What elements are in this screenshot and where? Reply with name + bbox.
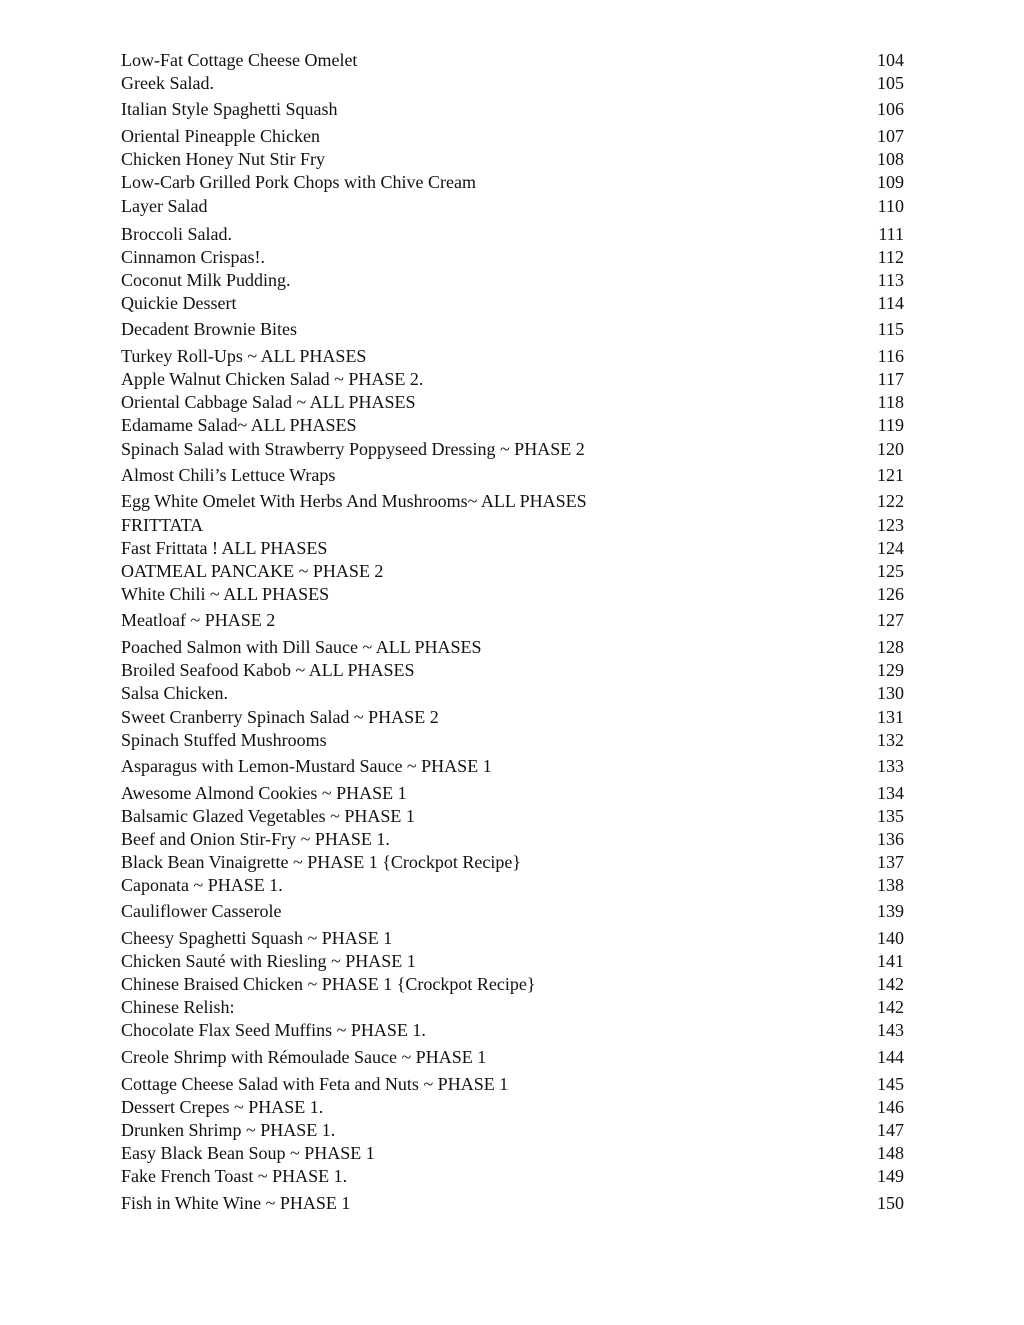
toc-entry-page-number: 134 <box>877 783 904 803</box>
toc-entry <box>0 170 1024 194</box>
toc-entry-page-number: 138 <box>877 875 904 895</box>
toc-entry <box>0 1072 1024 1096</box>
toc-entry <box>0 147 1024 171</box>
toc-entry-title: Low-Fat Cottage Cheese Omelet <box>121 50 358 70</box>
toc-entry <box>0 582 1024 606</box>
toc-entry-title: White Chili ~ ALL PHASES <box>121 584 330 604</box>
toc-entry <box>0 194 1024 218</box>
toc-entry-title: FRITTATA <box>121 515 204 535</box>
toc-entry <box>0 344 1024 368</box>
toc-entry-title: Spinach Salad with Strawberry Poppyseed Dressing ~ PHASE 2 <box>121 439 585 459</box>
toc-entry-title: Greek Salad. <box>121 73 214 93</box>
toc-entry-title: Coconut Milk Pudding. <box>121 270 291 290</box>
toc-entry <box>0 367 1024 391</box>
toc-entry-title: Chicken Sauté with Riesling ~ PHASE 1 <box>121 951 416 971</box>
toc-entry-title: Asparagus with Lemon-Mustard Sauce ~ PHASE 1 <box>121 756 492 776</box>
toc-entry-page-number: 142 <box>877 974 904 994</box>
toc-entry <box>0 1191 1024 1215</box>
toc-entry-title: Balsamic Glazed Vegetables ~ PHASE 1 <box>121 806 415 826</box>
toc-entry <box>0 71 1024 95</box>
toc-entry-title: Apple Walnut Chicken Salad ~ PHASE 2. <box>121 369 424 389</box>
toc-entry-title: Cinnamon Crispas!. <box>121 247 265 267</box>
toc-entry-page-number: 126 <box>877 584 904 604</box>
toc-entry <box>0 1118 1024 1142</box>
toc-entry-page-number: 146 <box>877 1097 904 1117</box>
toc-entry-title: OATMEAL PANCAKE ~ PHASE 2 <box>121 561 384 581</box>
toc-entry-title: Salsa Chicken. <box>121 683 228 703</box>
toc-entry <box>0 635 1024 659</box>
toc-entry-title: Quickie Dessert <box>121 293 237 313</box>
toc-entry <box>0 728 1024 752</box>
toc-entry <box>0 413 1024 437</box>
toc-entry <box>0 1045 1024 1069</box>
toc-entry-title: Egg White Omelet With Herbs And Mushrooms~ ALL PHASES <box>121 491 587 511</box>
toc-entry-page-number: 136 <box>877 829 904 849</box>
toc-entry-page-number: 137 <box>877 852 904 872</box>
toc-entry <box>0 804 1024 828</box>
toc-entry-title: Edamame Salad~ ALL PHASES <box>121 415 357 435</box>
toc-entry <box>0 1018 1024 1042</box>
toc-entry-title: Broccoli Salad. <box>121 224 232 244</box>
toc-entry-page-number: 135 <box>877 806 904 826</box>
toc-entry-title: Meatloaf ~ PHASE 2 <box>121 610 276 630</box>
toc-entry-title: Cottage Cheese Salad with Feta and Nuts ~ PHASE 1 <box>121 1074 509 1094</box>
toc-entry-title: Beef and Onion Stir-Fry ~ PHASE 1. <box>121 829 390 849</box>
toc-entry-page-number: 115 <box>877 319 904 339</box>
toc-entry-page-number: 125 <box>877 561 904 581</box>
toc-entry-title: Dessert Crepes ~ PHASE 1. <box>121 1097 324 1117</box>
toc-entry <box>0 559 1024 583</box>
toc-entry <box>0 463 1024 487</box>
toc-entry <box>0 1164 1024 1188</box>
toc-entry <box>0 489 1024 513</box>
toc-entry-page-number: 123 <box>877 515 904 535</box>
toc-entry-page-number: 128 <box>877 637 904 657</box>
toc-entry <box>0 245 1024 269</box>
toc-entry-page-number: 117 <box>877 369 904 389</box>
toc-entry-page-number: 131 <box>877 707 904 727</box>
toc-entry-title: Chicken Honey Nut Stir Fry <box>121 149 325 169</box>
toc-entry-title: Turkey Roll-Ups ~ ALL PHASES <box>121 346 367 366</box>
toc-entry-title: Awesome Almond Cookies ~ PHASE 1 <box>121 783 407 803</box>
toc-entry-title: Black Bean Vinaigrette ~ PHASE 1 {Crockpot Recipe} <box>121 852 522 872</box>
toc-entry-title: Creole Shrimp with Rémoulade Sauce ~ PHASE 1 <box>121 1047 487 1067</box>
toc-entry <box>0 658 1024 682</box>
toc-entry-title: Spinach Stuffed Mushrooms <box>121 730 327 750</box>
toc-entry-title: Oriental Cabbage Salad ~ ALL PHASES <box>121 392 416 412</box>
toc-entry <box>0 681 1024 705</box>
toc-entry-title: Italian Style Spaghetti Squash <box>121 99 338 119</box>
toc-entry-title: Broiled Seafood Kabob ~ ALL PHASES <box>121 660 415 680</box>
toc-entry-page-number: 130 <box>877 683 904 703</box>
toc-entry <box>0 222 1024 246</box>
toc-entry <box>0 705 1024 729</box>
toc-entry <box>0 995 1024 1019</box>
toc-entry-title: Chinese Braised Chicken ~ PHASE 1 {Crockpot Recipe} <box>121 974 536 994</box>
toc-entry <box>0 850 1024 874</box>
toc-entry <box>0 268 1024 292</box>
toc-entry <box>0 754 1024 778</box>
toc-entry-title: Fast Frittata ! ALL PHASES <box>121 538 328 558</box>
toc-entry-title: Almost Chili’s Lettuce Wraps <box>121 465 336 485</box>
toc-entry-title: Poached Salmon with Dill Sauce ~ ALL PHASES <box>121 637 482 657</box>
toc-entry-page-number: 141 <box>877 951 904 971</box>
toc-entry <box>0 972 1024 996</box>
toc-entry-title: Sweet Cranberry Spinach Salad ~ PHASE 2 <box>121 707 439 727</box>
toc-entry-title: Caponata ~ PHASE 1. <box>121 875 283 895</box>
toc-entry-page-number: 142 <box>877 997 904 1017</box>
toc-entry <box>0 97 1024 121</box>
toc-entry-page-number: 149 <box>877 1166 904 1186</box>
toc-entry-title: Layer Salad <box>121 196 208 216</box>
toc-entry-page-number: 119 <box>877 415 904 435</box>
toc-entry-page-number: 118 <box>877 392 904 412</box>
toc-entry <box>0 513 1024 537</box>
toc-entry-page-number: 147 <box>877 1120 904 1140</box>
toc-entry-page-number: 127 <box>877 610 904 630</box>
toc-entry-page-number: 132 <box>877 730 904 750</box>
toc-entry <box>0 926 1024 950</box>
toc-entry-page-number: 113 <box>877 270 904 290</box>
toc-entry-title: Drunken Shrimp ~ PHASE 1. <box>121 1120 336 1140</box>
toc-entry-title: Chocolate Flax Seed Muffins ~ PHASE 1. <box>121 1020 426 1040</box>
toc-entry-title: Cauliflower Casserole <box>121 901 282 921</box>
toc-entry <box>0 291 1024 315</box>
toc-entry-page-number: 108 <box>877 149 904 169</box>
toc-entry <box>0 1095 1024 1119</box>
toc-entry <box>0 781 1024 805</box>
toc-entry-page-number: 121 <box>877 465 904 485</box>
toc-entry-page-number: 116 <box>877 346 904 366</box>
toc-entry <box>0 437 1024 461</box>
toc-entry-page-number: 122 <box>877 491 904 511</box>
toc-entry-page-number: 129 <box>877 660 904 680</box>
toc-entry <box>0 124 1024 148</box>
toc-entry-title: Easy Black Bean Soup ~ PHASE 1 <box>121 1143 375 1163</box>
toc-entry-page-number: 105 <box>877 73 904 93</box>
toc-entry-title: Fake French Toast ~ PHASE 1. <box>121 1166 348 1186</box>
toc-entry-page-number: 107 <box>877 126 904 146</box>
toc-entry-page-number: 111 <box>878 224 904 244</box>
toc-entry-page-number: 133 <box>877 756 904 776</box>
toc-entry <box>0 949 1024 973</box>
toc-entry-page-number: 110 <box>877 196 904 216</box>
toc-entry-title: Fish in White Wine ~ PHASE 1 <box>121 1193 351 1213</box>
toc-entry-title: Chinese Relish: <box>121 997 235 1017</box>
toc-entry-page-number: 104 <box>877 50 904 70</box>
toc-entry <box>0 536 1024 560</box>
toc-entry-page-number: 120 <box>877 439 904 459</box>
toc-entry-page-number: 106 <box>877 99 904 119</box>
toc-entry-title: Oriental Pineapple Chicken <box>121 126 320 146</box>
toc-entry <box>0 827 1024 851</box>
toc-entry-page-number: 109 <box>877 172 904 192</box>
toc-entry <box>0 608 1024 632</box>
toc-entry-page-number: 114 <box>877 293 904 313</box>
toc-entry-title: Decadent Brownie Bites <box>121 319 297 339</box>
toc-entry <box>0 317 1024 341</box>
toc-entry <box>0 899 1024 923</box>
toc-entry-page-number: 145 <box>877 1074 904 1094</box>
toc-entry-page-number: 143 <box>877 1020 904 1040</box>
toc-entry-page-number: 148 <box>877 1143 904 1163</box>
toc-entry <box>0 390 1024 414</box>
toc-entry-page-number: 139 <box>877 901 904 921</box>
toc-entry-page-number: 112 <box>877 247 904 267</box>
toc-entry-title: Low-Carb Grilled Pork Chops with Chive Cream <box>121 172 476 192</box>
toc-entry-page-number: 124 <box>877 538 904 558</box>
toc-entry-page-number: 140 <box>877 928 904 948</box>
toc-entry-page-number: 150 <box>877 1193 904 1213</box>
toc-entry <box>0 48 1024 72</box>
toc-entry-title: Cheesy Spaghetti Squash ~ PHASE 1 <box>121 928 393 948</box>
toc-entry-page-number: 144 <box>877 1047 904 1067</box>
toc-entry <box>0 873 1024 897</box>
toc-entry <box>0 1141 1024 1165</box>
